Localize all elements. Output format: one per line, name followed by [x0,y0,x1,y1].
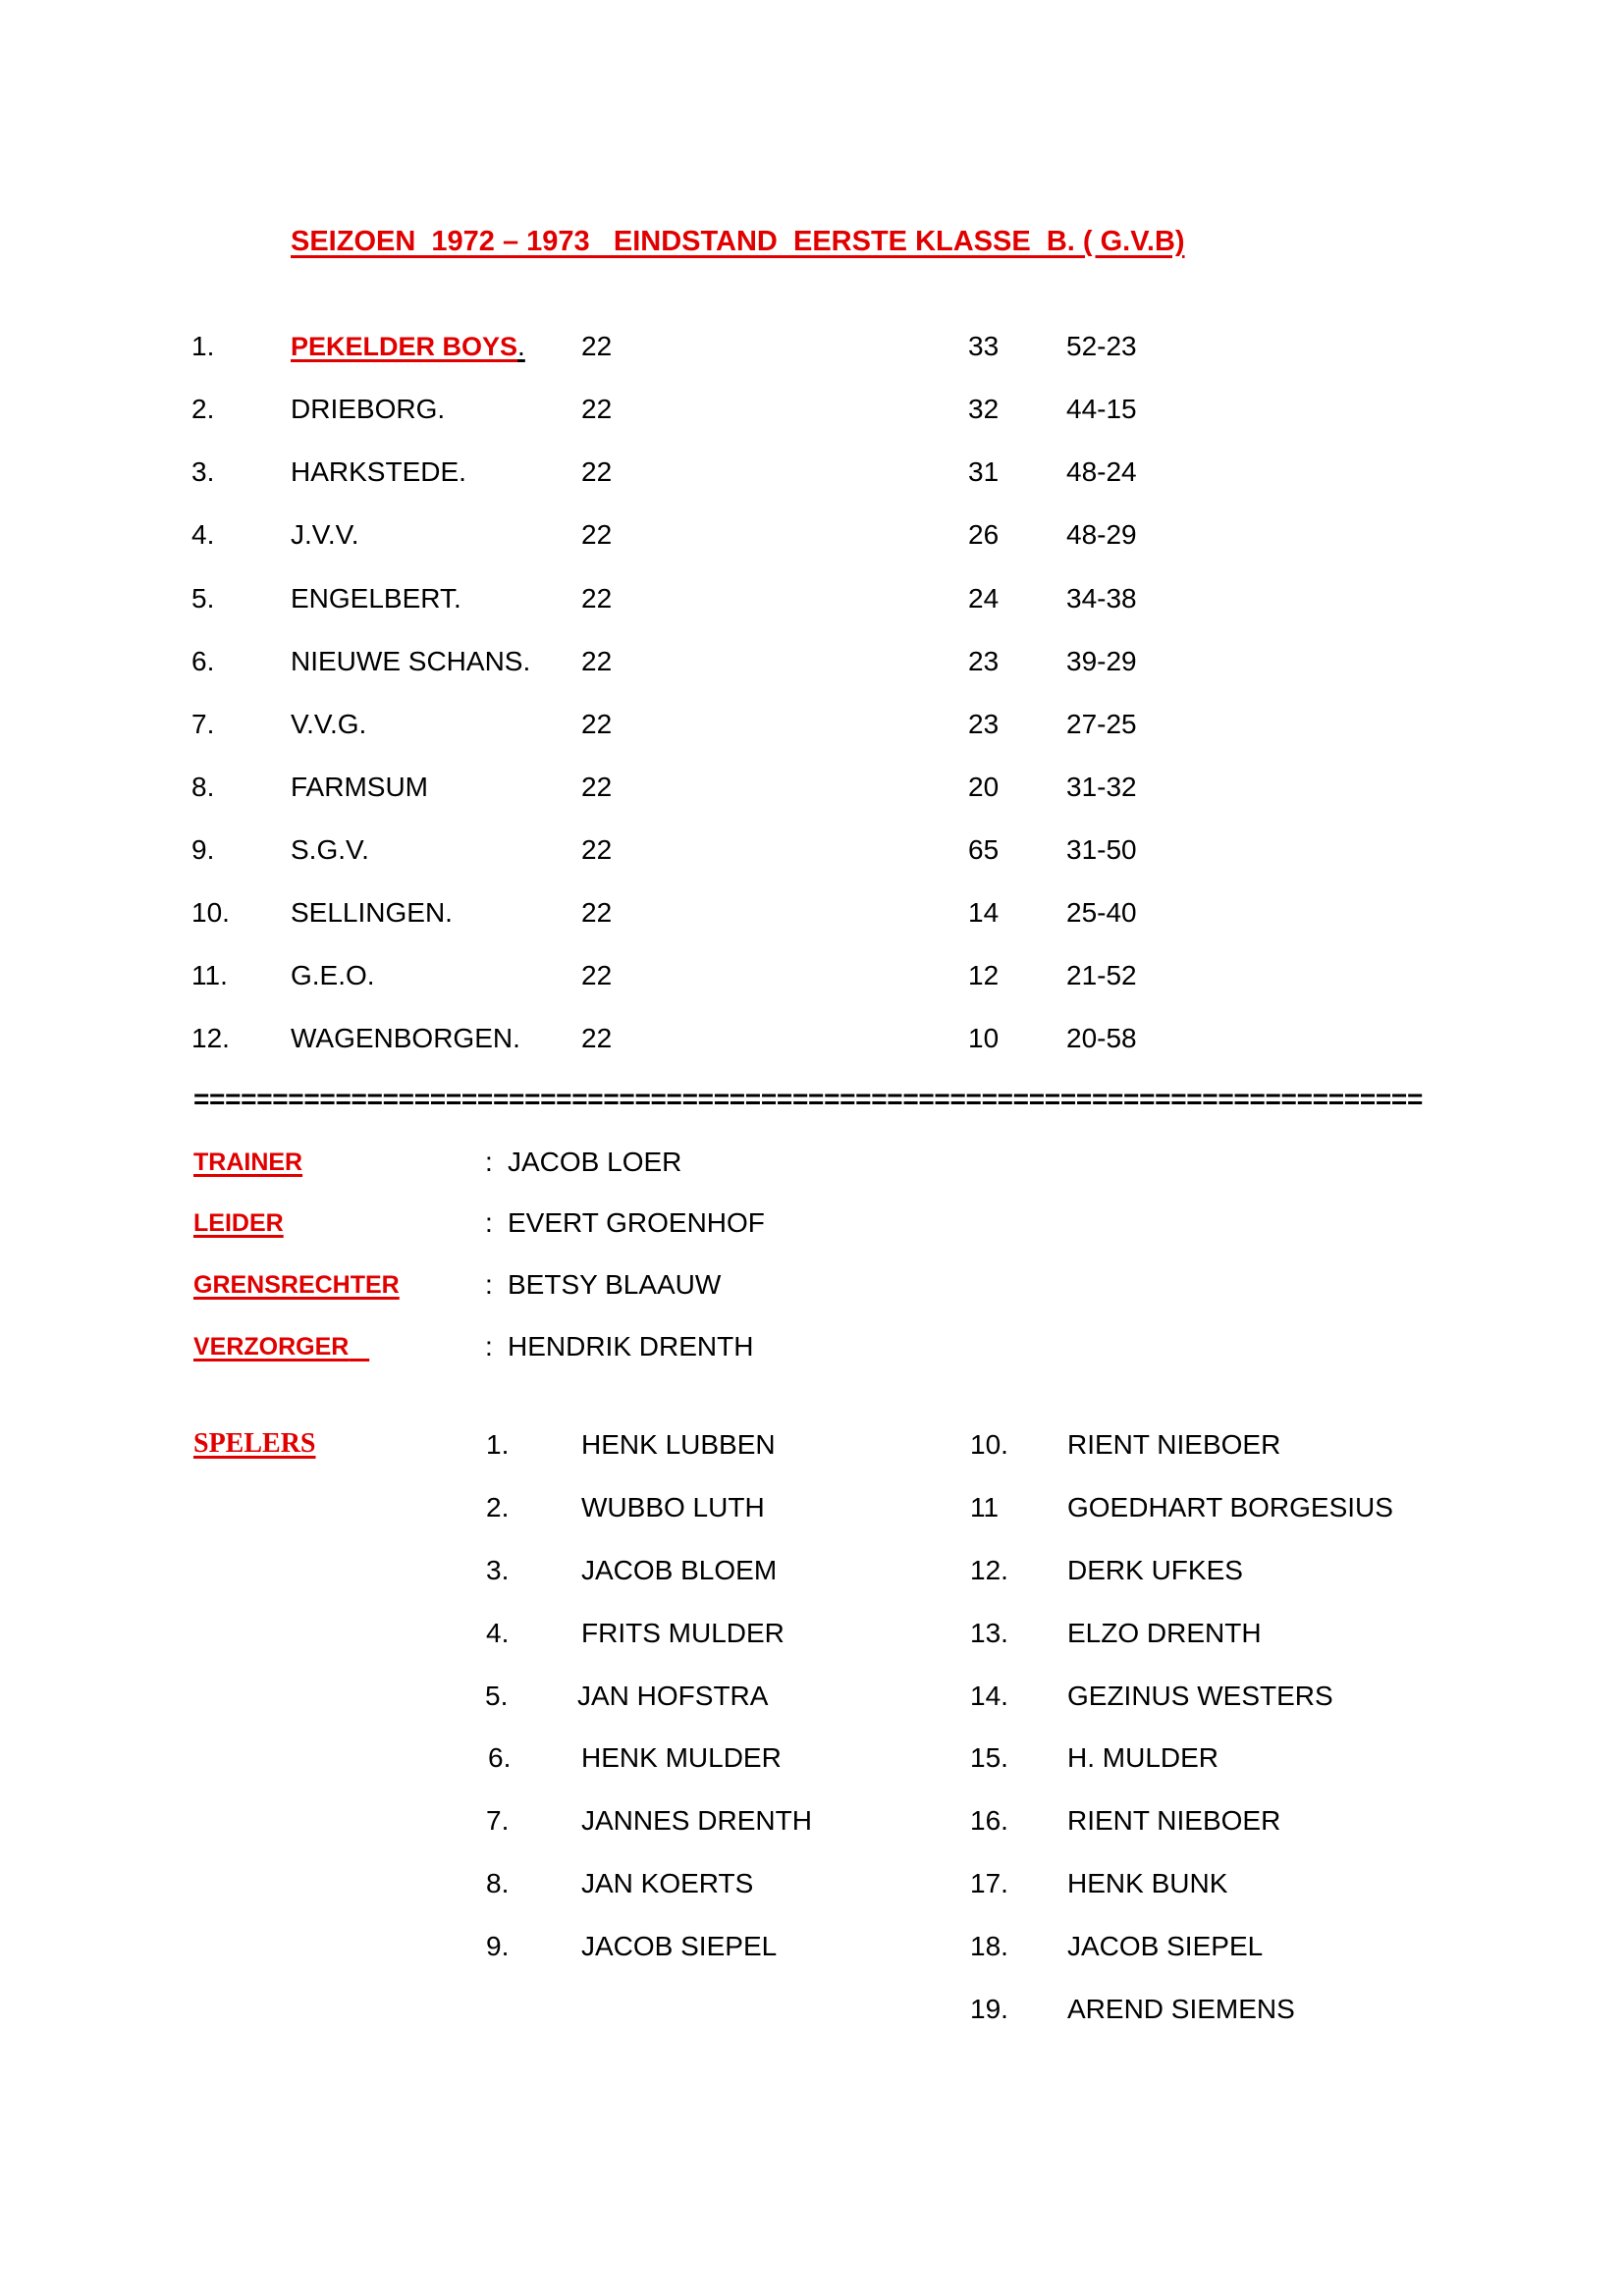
points: 10 [968,1023,1000,1053]
rank: 4. [191,519,215,550]
goals: 44-15 [1066,394,1137,424]
goals: 21-52 [1066,960,1137,990]
player-name: AREND SIEMENS [1067,1994,1295,2024]
player-name: ELZO DRENTH [1067,1618,1262,1648]
player-name: JACOB SIEPEL [581,1931,778,1961]
player-number: 11 [970,1492,1000,1522]
played: 22 [581,709,613,739]
rank: 5. [191,583,215,614]
player-number: 17. [970,1868,1008,1898]
rank: 10. [191,897,230,928]
player-name: JACOB BLOEM [581,1555,778,1585]
goals: 52-23 [1066,331,1137,361]
player-number: 10. [970,1429,1008,1460]
points: 33 [968,331,1000,361]
team-name: WAGENBORGEN. [291,1023,520,1053]
player-name: DERK UFKES [1067,1555,1243,1585]
rank: 9. [191,834,215,865]
played: 22 [581,1023,613,1053]
player-number: 9. [486,1931,510,1961]
player-number: 14. [970,1681,1008,1711]
team-name: SELLINGEN. [291,897,453,928]
points: 14 [968,897,1000,928]
player-name: GEZINUS WESTERS [1067,1681,1333,1711]
points: 65 [968,834,1000,865]
goals: 27-25 [1066,709,1137,739]
winner-team-suffix: . [517,331,525,361]
official-role [193,1331,369,1362]
played: 22 [581,834,613,865]
team-name-winner [291,331,525,362]
team-name: HARKSTEDE. [291,456,466,487]
points: 32 [968,394,1000,424]
points: 23 [968,709,1000,739]
goals: 31-32 [1066,772,1137,802]
player-number: 15. [970,1742,1008,1773]
player-number: 12. [970,1555,1008,1585]
points: 20 [968,772,1000,802]
player-number: 18. [970,1931,1008,1961]
rank: 7. [191,709,215,739]
official-role: TRAINER [193,1148,303,1176]
rank: 3. [191,456,215,487]
official-role: LEIDER [193,1209,284,1237]
official-colon: : [485,1207,493,1238]
player-name: GOEDHART BORGESIUS [1067,1492,1393,1522]
rank: 12. [191,1023,230,1053]
official-role-text: VERZORGER [193,1333,350,1361]
points: 26 [968,519,1000,550]
goals: 48-24 [1066,456,1137,487]
team-name: NIEUWE SCHANS. [291,646,531,676]
player-name: RIENT NIEBOER [1067,1429,1281,1460]
points: 24 [968,583,1000,614]
separator-line: ============================================================================== [193,1084,1424,1114]
player-number: 4. [486,1618,510,1648]
rank: 11. [191,960,228,990]
player-number: 5. [485,1681,509,1711]
team-name: V.V.G. [291,709,367,739]
points: 12 [968,960,1000,990]
team-name: FARMSUM [291,772,428,802]
played: 22 [581,646,613,676]
official-name: EVERT GROENHOF [508,1207,765,1238]
official-name: BETSY BLAAUW [508,1269,722,1300]
page-title: SEIZOEN 1972 – 1973 EINDSTAND EERSTE KLASSE B. ( G.V.B) [291,226,1185,257]
team-name: G.E.O. [291,960,375,990]
official-role: GRENSRECHTER [193,1271,400,1299]
official-name: JACOB LOER [508,1147,682,1177]
official-name: HENDRIK DRENTH [508,1331,754,1362]
played: 22 [581,960,613,990]
player-number: 6. [488,1742,512,1773]
team-name: DRIEBORG. [291,394,446,424]
points: 23 [968,646,1000,676]
winner-team-label: PEKELDER BOYS [291,332,518,361]
player-name: JAN KOERTS [581,1868,754,1898]
team-name: J.V.V. [291,519,359,550]
player-name: JANNES DRENTH [581,1805,812,1836]
goals: 20-58 [1066,1023,1137,1053]
player-name: HENK BUNK [1067,1868,1228,1898]
player-number: 16. [970,1805,1008,1836]
rank: 1. [191,331,215,361]
player-name: JACOB SIEPEL [1067,1931,1264,1961]
rank: 6. [191,646,215,676]
player-name: WUBBO LUTH [581,1492,765,1522]
team-name: S.G.V. [291,834,369,865]
player-number: 2. [486,1492,510,1522]
played: 22 [581,331,613,361]
played: 22 [581,456,613,487]
players-label: SPELERS [193,1428,316,1459]
team-name: ENGELBERT. [291,583,461,614]
player-name: HENK LUBBEN [581,1429,776,1460]
rank: 8. [191,772,215,802]
official-colon: : [485,1147,493,1177]
rank: 2. [191,394,215,424]
player-name: JAN HOFSTRA [577,1681,769,1711]
goals: 39-29 [1066,646,1137,676]
player-name: H. MULDER [1067,1742,1219,1773]
player-name: RIENT NIEBOER [1067,1805,1281,1836]
goals: 34-38 [1066,583,1137,614]
played: 22 [581,772,613,802]
played: 22 [581,519,613,550]
player-number: 1. [486,1429,510,1460]
points: 31 [968,456,1000,487]
player-number: 19. [970,1994,1008,2024]
goals: 31-50 [1066,834,1137,865]
goals: 25-40 [1066,897,1137,928]
played: 22 [581,897,613,928]
player-number: 3. [486,1555,510,1585]
official-colon: : [485,1331,493,1362]
played: 22 [581,583,613,614]
player-name: HENK MULDER [581,1742,782,1773]
player-number: 7. [486,1805,510,1836]
player-number: 8. [486,1868,510,1898]
player-name: FRITS MULDER [581,1618,785,1648]
player-number: 13. [970,1618,1008,1648]
played: 22 [581,394,613,424]
official-colon: : [485,1269,493,1300]
goals: 48-29 [1066,519,1137,550]
